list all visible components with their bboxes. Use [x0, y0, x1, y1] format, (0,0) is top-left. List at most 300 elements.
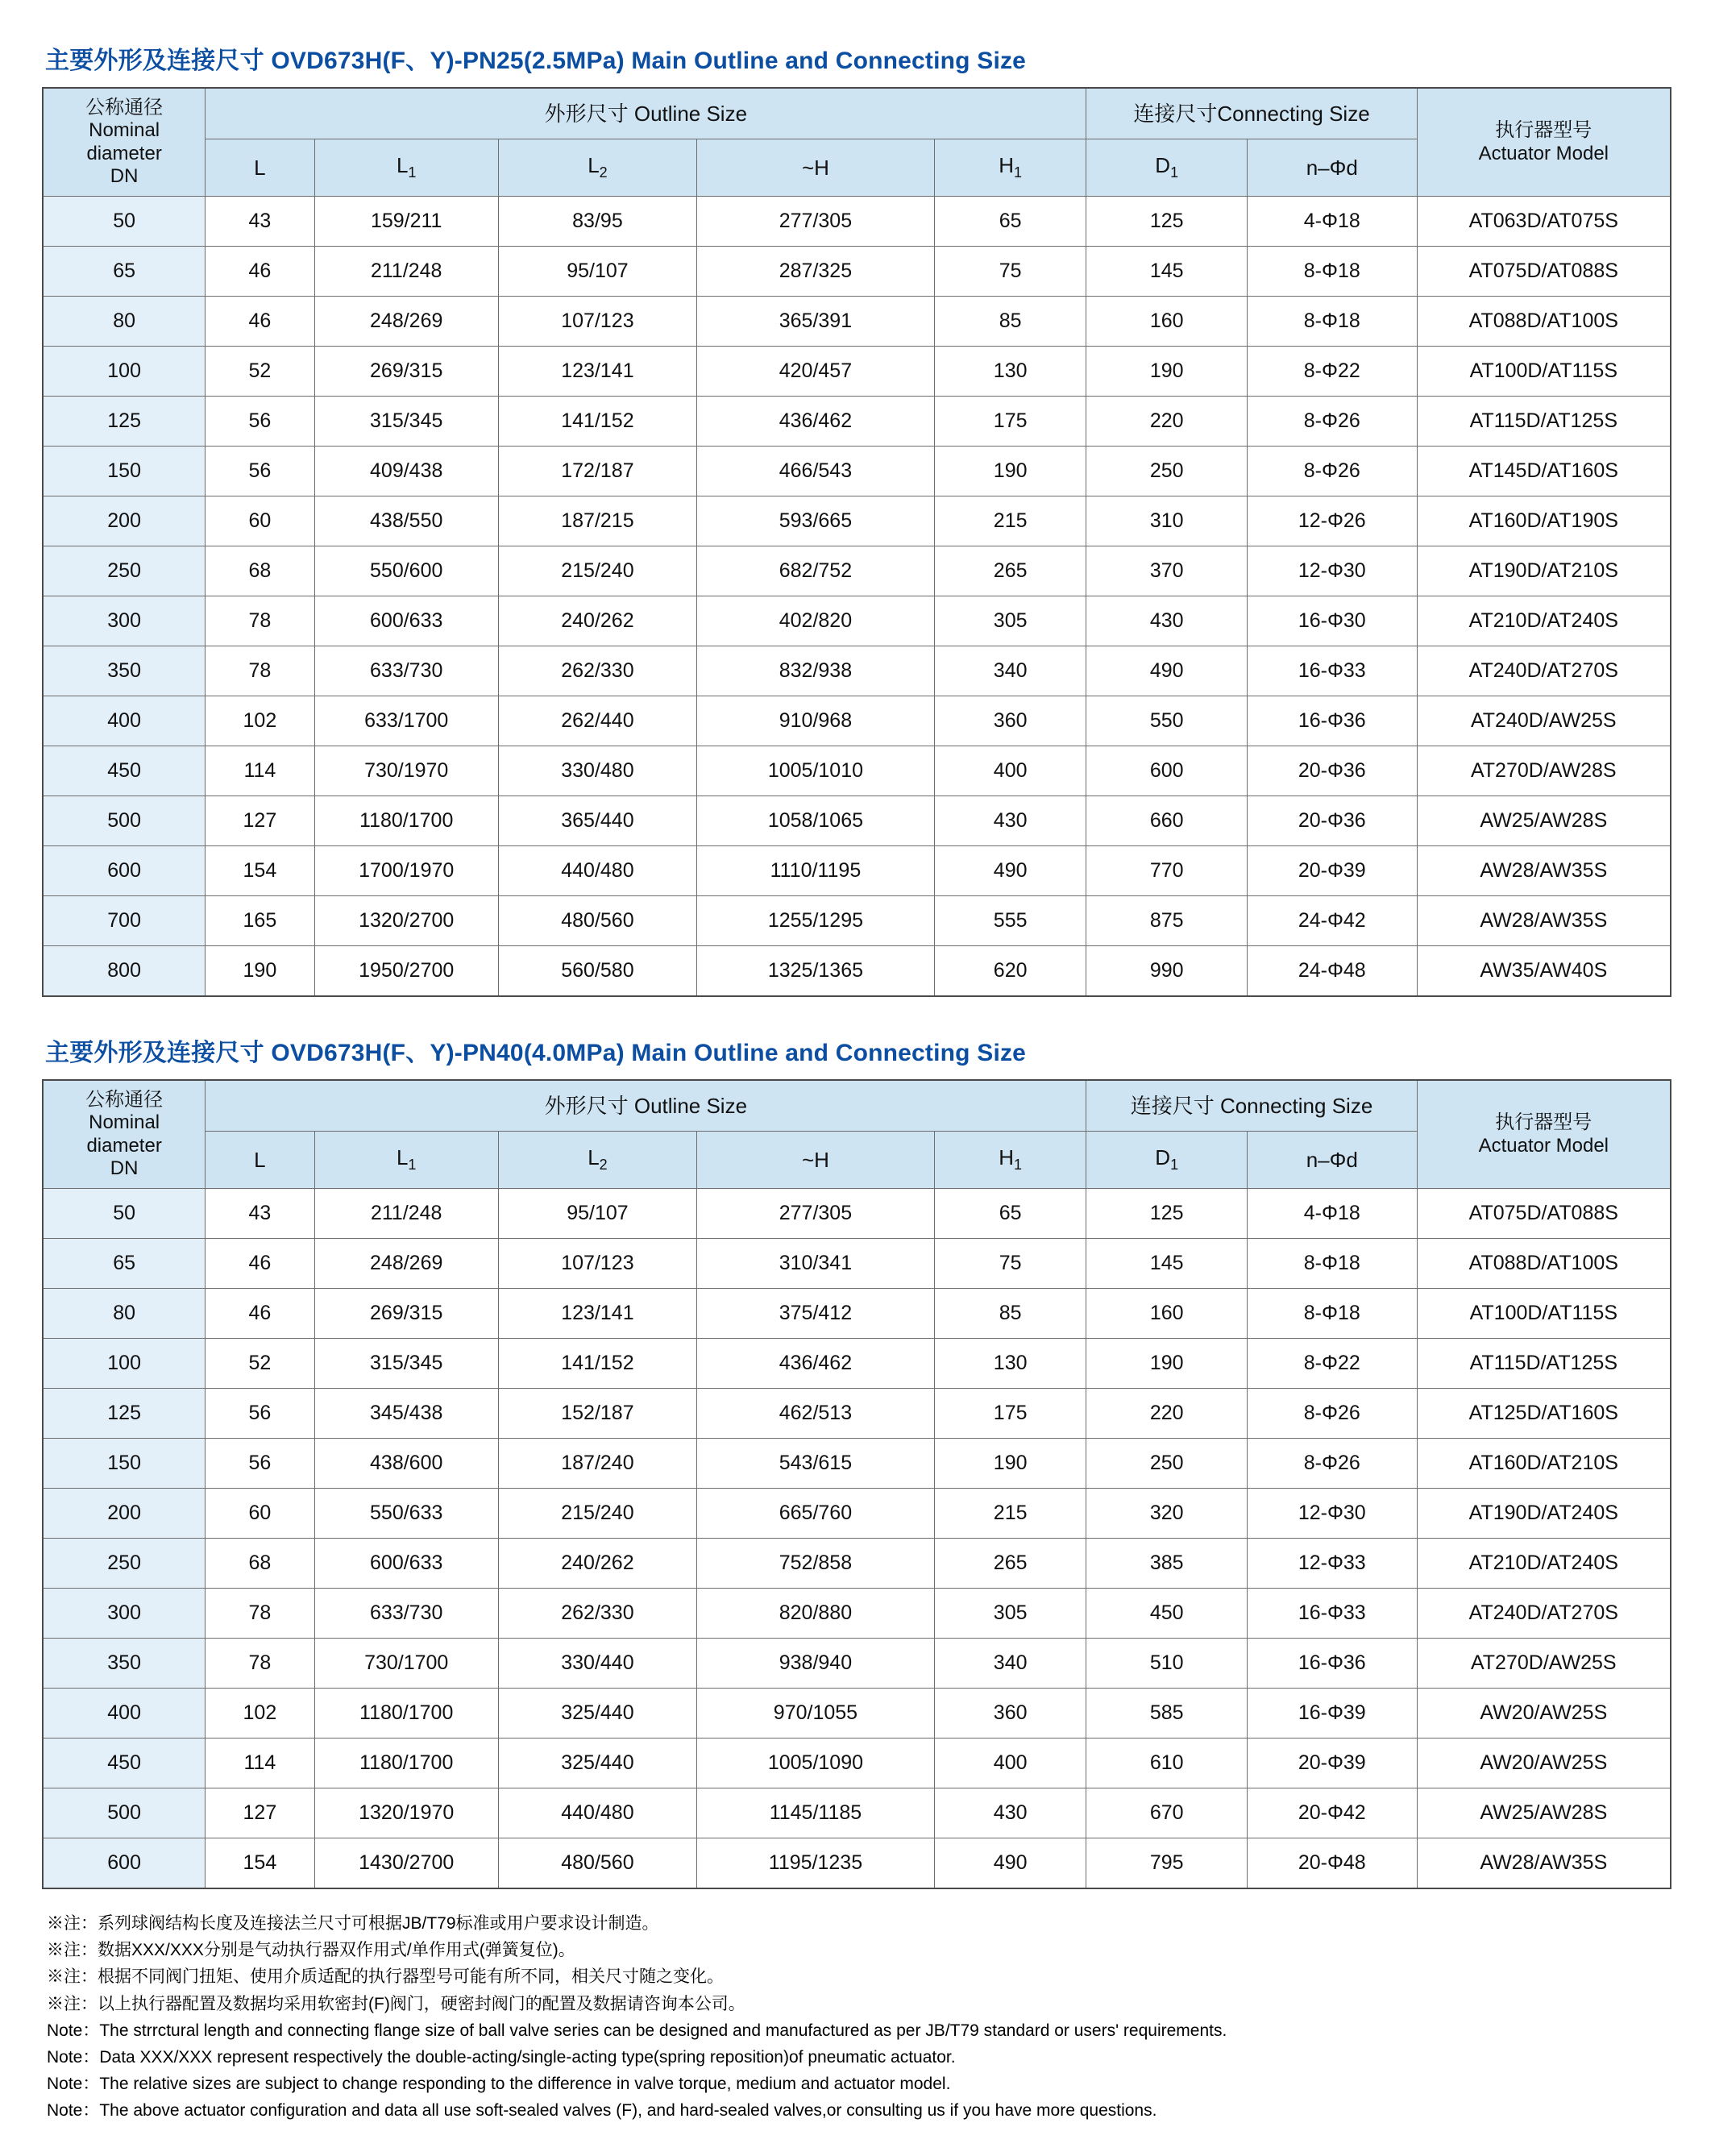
cell-value: AT190D/AT240S — [1417, 1489, 1671, 1539]
cell-value: 248/269 — [314, 297, 498, 347]
cell-value: 190 — [934, 447, 1086, 496]
table-row — [43, 896, 1671, 946]
cell-value: 820/880 — [697, 1589, 935, 1639]
notes-block — [47, 1910, 1673, 2124]
cell-value: 127 — [206, 796, 314, 846]
cell-nominal-diameter: 65 — [43, 1239, 206, 1289]
cell-value: 1255/1295 — [697, 896, 935, 946]
cell-value: 190 — [934, 1439, 1086, 1489]
cell-value: AT088D/AT100S — [1417, 1239, 1671, 1289]
cell-value: AW28/AW35S — [1417, 846, 1671, 896]
table-row — [43, 347, 1671, 397]
cell-value: 402/820 — [697, 596, 935, 646]
cell-value: 269/315 — [314, 347, 498, 397]
table-row — [43, 1689, 1671, 1739]
table-row — [43, 1339, 1671, 1389]
cell-value: 555 — [934, 896, 1086, 946]
cell-nominal-diameter: 80 — [43, 297, 206, 347]
cell-value: 20-Φ39 — [1247, 1739, 1417, 1788]
cell-value: 60 — [206, 496, 314, 546]
cell-value: 490 — [934, 1838, 1086, 1889]
cell-value: 265 — [934, 546, 1086, 596]
header-col-L: L — [206, 1132, 314, 1189]
cell-value: 550/600 — [314, 546, 498, 596]
table-row — [43, 1289, 1671, 1339]
cell-nominal-diameter: 600 — [43, 846, 206, 896]
table-row — [43, 746, 1671, 796]
cell-value: 305 — [934, 1589, 1086, 1639]
cell-value: 1195/1235 — [697, 1838, 935, 1889]
cell-nominal-diameter: 100 — [43, 1339, 206, 1389]
cell-value: AT270D/AW25S — [1417, 1639, 1671, 1689]
cell-value: 1180/1700 — [314, 1739, 498, 1788]
spec-table-body-pn40 — [43, 1189, 1671, 1889]
cell-value: AT240D/AT270S — [1417, 1589, 1671, 1639]
cell-value: 665/760 — [697, 1489, 935, 1539]
cell-value: 24-Φ42 — [1247, 896, 1417, 946]
spec-table-body-pn25 — [43, 197, 1671, 997]
cell-nominal-diameter: 450 — [43, 1739, 206, 1788]
table-row — [43, 596, 1671, 646]
cell-value: 56 — [206, 1439, 314, 1489]
cell-value: 490 — [934, 846, 1086, 896]
cell-value: 114 — [206, 746, 314, 796]
cell-nominal-diameter: 450 — [43, 746, 206, 796]
cell-value: AW28/AW35S — [1417, 896, 1671, 946]
cell-nominal-diameter: 350 — [43, 646, 206, 696]
cell-value: AT210D/AT240S — [1417, 1539, 1671, 1589]
cell-value: AT160D/AT210S — [1417, 1439, 1671, 1489]
cell-value: 12-Φ26 — [1247, 496, 1417, 546]
table-row — [43, 546, 1671, 596]
cell-value: 610 — [1086, 1739, 1248, 1788]
table-row — [43, 1589, 1671, 1639]
cell-value: 20-Φ39 — [1247, 846, 1417, 896]
cell-value: 420/457 — [697, 347, 935, 397]
cell-value: 130 — [934, 1339, 1086, 1389]
cell-value: 585 — [1086, 1689, 1248, 1739]
header-col-H1: $H_1$ — [934, 139, 1086, 197]
cell-value: 1700/1970 — [314, 846, 498, 896]
cell-value: 211/248 — [314, 247, 498, 297]
table-row — [43, 846, 1671, 896]
cell-value: 752/858 — [697, 1539, 935, 1589]
cell-value: 123/141 — [498, 347, 696, 397]
cell-value: AT075D/AT088S — [1417, 247, 1671, 297]
cell-value: 360 — [934, 696, 1086, 746]
cell-value: 16-Φ36 — [1247, 1639, 1417, 1689]
cell-value: 310 — [1086, 496, 1248, 546]
cell-value: 12-Φ30 — [1247, 546, 1417, 596]
cell-value: 95/107 — [498, 1189, 696, 1239]
cell-value: 543/615 — [697, 1439, 935, 1489]
cell-value: 938/940 — [697, 1639, 935, 1689]
cell-value: 8-Φ26 — [1247, 1389, 1417, 1439]
cell-value: 510 — [1086, 1639, 1248, 1689]
cell-value: 600/633 — [314, 1539, 498, 1589]
cell-value: 211/248 — [314, 1189, 498, 1239]
cell-value: 277/305 — [697, 197, 935, 247]
cell-value: 8-Φ22 — [1247, 347, 1417, 397]
cell-value: 24-Φ48 — [1247, 946, 1417, 997]
cell-value: 20-Φ36 — [1247, 746, 1417, 796]
cell-value: 215/240 — [498, 1489, 696, 1539]
cell-value: 682/752 — [697, 546, 935, 596]
cell-value: AT190D/AT210S — [1417, 546, 1671, 596]
cell-nominal-diameter: 125 — [43, 397, 206, 447]
table-row — [43, 1389, 1671, 1439]
cell-value: 141/152 — [498, 397, 696, 447]
cell-value: 43 — [206, 197, 314, 247]
cell-value: 970/1055 — [697, 1689, 935, 1739]
note-line: Note：Data XXX/XXX represent respectively the double-acting/single-acting type(spring reposition)of pneumatic actuator. — [47, 2047, 956, 2067]
cell-value: 480/560 — [498, 896, 696, 946]
header-col-L2: $L_2$ — [498, 139, 696, 197]
cell-value: 175 — [934, 1389, 1086, 1439]
header-connecting-size: 连接尺寸Connecting Size — [1086, 88, 1417, 139]
cell-value: 400 — [934, 746, 1086, 796]
cell-value: 248/269 — [314, 1239, 498, 1289]
cell-nominal-diameter: 500 — [43, 1788, 206, 1838]
cell-value: 560/580 — [498, 946, 696, 997]
cell-value: 440/480 — [498, 846, 696, 896]
cell-value: 438/550 — [314, 496, 498, 546]
cell-value: 220 — [1086, 397, 1248, 447]
header-col-L1: $L_1$ — [314, 139, 498, 197]
cell-value: 875 — [1086, 896, 1248, 946]
cell-value: 43 — [206, 1189, 314, 1239]
cell-nominal-diameter: 150 — [43, 1439, 206, 1489]
cell-value: 1320/2700 — [314, 896, 498, 946]
cell-value: 215 — [934, 1489, 1086, 1539]
cell-value: AW25/AW28S — [1417, 796, 1671, 846]
note-line: Note：The above actuator configuration and data all use soft-sealed valves (F), and hard-sealed valves,or consulting us if you have more questions. — [47, 2101, 1157, 2121]
cell-value: 107/123 — [498, 1239, 696, 1289]
cell-value: 440/480 — [498, 1788, 696, 1838]
cell-value: 75 — [934, 247, 1086, 297]
cell-value: 154 — [206, 1838, 314, 1889]
cell-value: AT075D/AT088S — [1417, 1189, 1671, 1239]
cell-value: 102 — [206, 1689, 314, 1739]
cell-value: 436/462 — [697, 397, 935, 447]
cell-value: 325/440 — [498, 1689, 696, 1739]
cell-value: 20-Φ48 — [1247, 1838, 1417, 1889]
cell-value: 130 — [934, 347, 1086, 397]
cell-value: 730/1970 — [314, 746, 498, 796]
table-row — [43, 397, 1671, 447]
table-row — [43, 946, 1671, 997]
cell-value: 262/330 — [498, 646, 696, 696]
cell-value: AW25/AW28S — [1417, 1788, 1671, 1838]
cell-value: 65 — [934, 1189, 1086, 1239]
cell-value: 52 — [206, 347, 314, 397]
header-actuator-model: 执行器型号 Actuator Model — [1417, 88, 1671, 197]
cell-value: AT160D/AT190S — [1417, 496, 1671, 546]
cell-value: AW20/AW25S — [1417, 1739, 1671, 1788]
cell-nominal-diameter: 300 — [43, 1589, 206, 1639]
table-row — [43, 1788, 1671, 1838]
cell-value: 315/345 — [314, 397, 498, 447]
cell-nominal-diameter: 700 — [43, 896, 206, 946]
cell-nominal-diameter: 150 — [43, 447, 206, 496]
cell-value: 16-Φ39 — [1247, 1689, 1417, 1739]
cell-value: AT270D/AW28S — [1417, 746, 1671, 796]
cell-nominal-diameter: 350 — [43, 1639, 206, 1689]
table-header-row-top — [43, 88, 1671, 139]
cell-value: 78 — [206, 596, 314, 646]
cell-value: 127 — [206, 1788, 314, 1838]
cell-value: 620 — [934, 946, 1086, 997]
header-outline-size: 外形尺寸 Outline Size — [206, 1080, 1086, 1132]
header-col-H: ~H — [697, 1132, 935, 1189]
cell-value: 125 — [1086, 197, 1248, 247]
cell-nominal-diameter: 250 — [43, 1539, 206, 1589]
cell-value: 52 — [206, 1339, 314, 1389]
cell-value: AW20/AW25S — [1417, 1689, 1671, 1739]
cell-value: 190 — [1086, 347, 1248, 397]
section-title-pn40: 主要外形及连接尺寸 OVD673H(F、Y)-PN40(4.0MPa) Main Outline and Connecting Size — [45, 1040, 1027, 1066]
cell-value: 75 — [934, 1239, 1086, 1289]
cell-value: 795 — [1086, 1838, 1248, 1889]
cell-value: 436/462 — [697, 1339, 935, 1389]
cell-nominal-diameter: 600 — [43, 1838, 206, 1889]
cell-value: 1430/2700 — [314, 1838, 498, 1889]
cell-nominal-diameter: 300 — [43, 596, 206, 646]
cell-value: 600/633 — [314, 596, 498, 646]
cell-nominal-diameter: 100 — [43, 347, 206, 397]
cell-value: 1320/1970 — [314, 1788, 498, 1838]
header-col-L: L — [206, 139, 314, 197]
cell-value: 107/123 — [498, 297, 696, 347]
table-row — [43, 247, 1671, 297]
cell-value: 1180/1700 — [314, 796, 498, 846]
cell-value: 172/187 — [498, 447, 696, 496]
cell-value: 360 — [934, 1689, 1086, 1739]
cell-nominal-diameter: 400 — [43, 1689, 206, 1739]
header-nominal-diameter: 公称通径 Nominal diameter DN — [43, 88, 206, 197]
cell-value: 78 — [206, 646, 314, 696]
cell-nominal-diameter: 200 — [43, 496, 206, 546]
cell-value: 1950/2700 — [314, 946, 498, 997]
cell-value: 123/141 — [498, 1289, 696, 1339]
cell-value: 16-Φ33 — [1247, 646, 1417, 696]
table-row — [43, 1489, 1671, 1539]
table-row — [43, 646, 1671, 696]
table-row — [43, 796, 1671, 846]
cell-value: AT088D/AT100S — [1417, 297, 1671, 347]
cell-value: 430 — [1086, 596, 1248, 646]
cell-value: 114 — [206, 1739, 314, 1788]
cell-value: 1058/1065 — [697, 796, 935, 846]
cell-value: 550 — [1086, 696, 1248, 746]
cell-value: 1180/1700 — [314, 1689, 498, 1739]
note-line: ※注：系列球阀结构长度及连接法兰尺寸可根据JB/T79标准或用户要求设计制造。 — [47, 1914, 659, 1933]
cell-value: 20-Φ42 — [1247, 1788, 1417, 1838]
cell-value: 56 — [206, 397, 314, 447]
cell-nominal-diameter: 400 — [43, 696, 206, 746]
cell-value: 68 — [206, 1539, 314, 1589]
cell-value: 633/730 — [314, 646, 498, 696]
cell-value: 56 — [206, 1389, 314, 1439]
spec-table-pn40 — [42, 1079, 1671, 1889]
cell-value: 466/543 — [697, 447, 935, 496]
cell-value: 8-Φ18 — [1247, 1289, 1417, 1339]
cell-value: 165 — [206, 896, 314, 946]
cell-value: 550/633 — [314, 1489, 498, 1539]
cell-value: 145 — [1086, 247, 1248, 297]
cell-value: 265 — [934, 1539, 1086, 1589]
note-line: ※注：根据不同阀门扭矩、使用介质适配的执行器型号可能有所不同，相关尺寸随之变化。 — [47, 1967, 724, 1987]
cell-value: 593/665 — [697, 496, 935, 546]
cell-value: 262/440 — [498, 696, 696, 746]
table-row — [43, 447, 1671, 496]
section-title-pn25: 主要外形及连接尺寸 OVD673H(F、Y)-PN25(2.5MPa) Main Outline and Connecting Size — [45, 48, 1027, 74]
header-col-D1: $D_1$ — [1086, 1132, 1248, 1189]
cell-value: 125 — [1086, 1189, 1248, 1239]
cell-value: 480/560 — [498, 1838, 696, 1889]
table-row — [43, 496, 1671, 546]
table-header-row-top — [43, 1080, 1671, 1132]
header-col-nd: n–Φd — [1247, 139, 1417, 197]
cell-value: 215 — [934, 496, 1086, 546]
cell-value: 250 — [1086, 1439, 1248, 1489]
cell-value: AT240D/AW25S — [1417, 696, 1671, 746]
cell-value: 633/730 — [314, 1589, 498, 1639]
cell-value: 4-Φ18 — [1247, 1189, 1417, 1239]
cell-nominal-diameter: 500 — [43, 796, 206, 846]
cell-value: 159/211 — [314, 197, 498, 247]
cell-value: 95/107 — [498, 247, 696, 297]
cell-value: 409/438 — [314, 447, 498, 496]
table-row — [43, 1838, 1671, 1889]
header-col-nd: n–Φd — [1247, 1132, 1417, 1189]
cell-value: 250 — [1086, 447, 1248, 496]
cell-value: 8-Φ26 — [1247, 447, 1417, 496]
cell-nominal-diameter: 50 — [43, 1189, 206, 1239]
cell-value: 4-Φ18 — [1247, 197, 1417, 247]
cell-nominal-diameter: 200 — [43, 1489, 206, 1539]
cell-value: 187/240 — [498, 1439, 696, 1489]
cell-value: 1145/1185 — [697, 1788, 935, 1838]
cell-nominal-diameter: 800 — [43, 946, 206, 997]
cell-nominal-diameter: 80 — [43, 1289, 206, 1339]
header-col-D1: $D_1$ — [1086, 139, 1248, 197]
cell-value: 46 — [206, 1239, 314, 1289]
cell-value: 375/412 — [697, 1289, 935, 1339]
header-col-H1: $H_1$ — [934, 1132, 1086, 1189]
cell-value: 990 — [1086, 946, 1248, 997]
cell-value: 78 — [206, 1589, 314, 1639]
cell-value: 262/330 — [498, 1589, 696, 1639]
cell-value: 12-Φ33 — [1247, 1539, 1417, 1589]
header-nominal-diameter: 公称通径 Nominal diameter DN — [43, 1080, 206, 1189]
cell-nominal-diameter: 50 — [43, 197, 206, 247]
cell-value: 670 — [1086, 1788, 1248, 1838]
cell-value: 240/262 — [498, 596, 696, 646]
cell-value: 102 — [206, 696, 314, 746]
cell-value: 490 — [1086, 646, 1248, 696]
cell-value: 85 — [934, 297, 1086, 347]
cell-value: 325/440 — [498, 1739, 696, 1788]
cell-value: AT115D/AT125S — [1417, 397, 1671, 447]
cell-value: 330/440 — [498, 1639, 696, 1689]
cell-value: 190 — [206, 946, 314, 997]
cell-value: 450 — [1086, 1589, 1248, 1639]
header-col-H: ~H — [697, 139, 935, 197]
cell-value: 600 — [1086, 746, 1248, 796]
table-row — [43, 1539, 1671, 1589]
cell-value: 269/315 — [314, 1289, 498, 1339]
header-col-L2: $L_2$ — [498, 1132, 696, 1189]
cell-value: 430 — [934, 796, 1086, 846]
cell-nominal-diameter: 250 — [43, 546, 206, 596]
cell-value: 215/240 — [498, 546, 696, 596]
cell-value: 287/325 — [697, 247, 935, 297]
cell-value: 660 — [1086, 796, 1248, 846]
cell-value: 68 — [206, 546, 314, 596]
table-row — [43, 297, 1671, 347]
cell-value: 1325/1365 — [697, 946, 935, 997]
cell-value: 16-Φ33 — [1247, 1589, 1417, 1639]
cell-value: 345/438 — [314, 1389, 498, 1439]
cell-nominal-diameter: 125 — [43, 1389, 206, 1439]
header-col-L1: $L_1$ — [314, 1132, 498, 1189]
cell-value: 1005/1010 — [697, 746, 935, 796]
cell-value: 8-Φ26 — [1247, 397, 1417, 447]
cell-value: AT240D/AT270S — [1417, 646, 1671, 696]
cell-value: 385 — [1086, 1539, 1248, 1589]
spec-table-pn25 — [42, 87, 1671, 997]
cell-value: 277/305 — [697, 1189, 935, 1239]
table-row — [43, 1439, 1671, 1489]
cell-nominal-diameter: 65 — [43, 247, 206, 297]
cell-value: 330/480 — [498, 746, 696, 796]
cell-value: 340 — [934, 646, 1086, 696]
cell-value: 340 — [934, 1639, 1086, 1689]
header-connecting-size: 连接尺寸 Connecting Size — [1086, 1080, 1417, 1132]
cell-value: 462/513 — [697, 1389, 935, 1439]
cell-value: AT125D/AT160S — [1417, 1389, 1671, 1439]
table-row — [43, 696, 1671, 746]
cell-value: 305 — [934, 596, 1086, 646]
header-outline-size: 外形尺寸 Outline Size — [206, 88, 1086, 139]
table-row — [43, 197, 1671, 247]
cell-value: 85 — [934, 1289, 1086, 1339]
cell-value: 1110/1195 — [697, 846, 935, 896]
cell-value: 160 — [1086, 1289, 1248, 1339]
cell-value: 46 — [206, 247, 314, 297]
cell-value: AT100D/AT115S — [1417, 347, 1671, 397]
cell-value: 46 — [206, 1289, 314, 1339]
cell-value: 175 — [934, 397, 1086, 447]
cell-value: 8-Φ26 — [1247, 1439, 1417, 1489]
cell-value: 8-Φ18 — [1247, 297, 1417, 347]
note-line: Note：The strrctural length and connecting flange size of ball valve series can be designed and manufactured as per JB/T79 standard or users' requirements. — [47, 2021, 1227, 2040]
cell-value: AW35/AW40S — [1417, 946, 1671, 997]
cell-value: 832/938 — [697, 646, 935, 696]
header-actuator-model: 执行器型号 Actuator Model — [1417, 1080, 1671, 1189]
cell-value: 190 — [1086, 1339, 1248, 1389]
cell-value: 220 — [1086, 1389, 1248, 1439]
cell-value: 633/1700 — [314, 696, 498, 746]
cell-value: 46 — [206, 297, 314, 347]
cell-value: AT145D/AT160S — [1417, 447, 1671, 496]
cell-value: 8-Φ22 — [1247, 1339, 1417, 1389]
table-row — [43, 1189, 1671, 1239]
cell-value: 187/215 — [498, 496, 696, 546]
cell-value: AW28/AW35S — [1417, 1838, 1671, 1889]
cell-value: 430 — [934, 1788, 1086, 1838]
